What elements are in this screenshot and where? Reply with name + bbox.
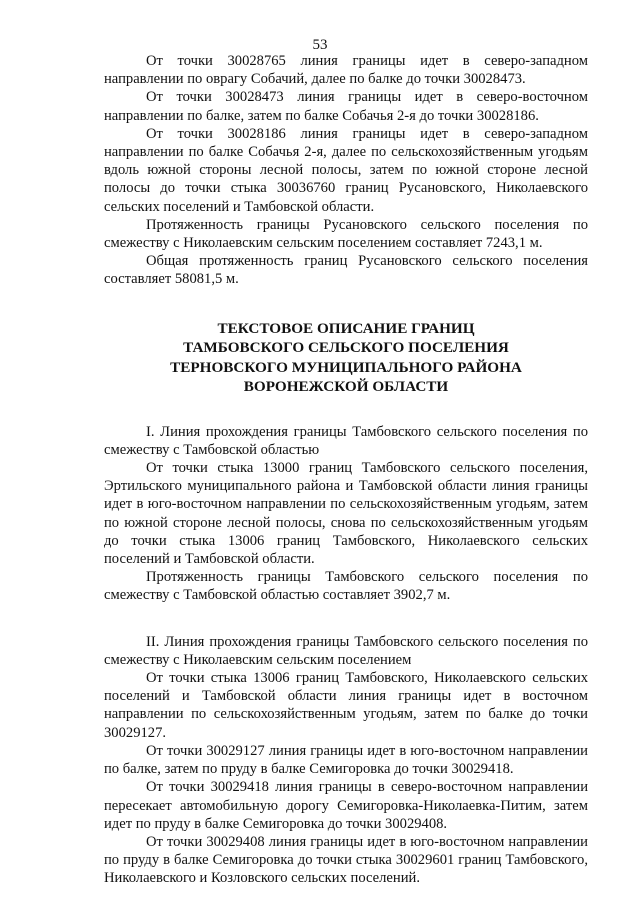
section-1-title: I. Линия прохождения границы Тамбовского сельского поселения по смежеству с Тамбовской областью: [104, 423, 588, 458]
heading-line: ВОРОНЕЖСКОЙ ОБЛАСТИ: [243, 378, 449, 396]
paragraph: От точки стыка 13000 границ Тамбовского сельского поселения, Эртильского муниципального района и Тамбовской области линия границы идет в юго-восточном направлении по сельскохозяйственным угодьям, затем по южной стороне лесной полосы, снова по сельскохозяйственным угодьям до точки стыка 13006 границ Тамбовского, Николаевского сельских поселений и Тамбовской области.: [104, 460, 588, 568]
heading-line: ТЕКСТОВОЕ ОПИСАНИЕ ГРАНИЦ: [217, 319, 475, 337]
page-number: 53: [312, 37, 328, 53]
paragraph: От точки 30029418 линия границы в северо-восточном направлении пересекает автомобильную дорогу Семигоровка-Николаевка-Питим, затем идет по пруду в балке Семигоровка до точки 30029408.: [104, 779, 588, 832]
paragraph: Протяженность границы Русановского сельского поселения по смежеству с Николаевским сельским поселением составляет 7243,1 м.: [104, 216, 588, 252]
paragraph: Общая протяженность границ Русановского сельского поселения составляет 58081,5 м.: [104, 253, 588, 288]
paragraph: От точки 30029408 линия границы идет в юго-восточном направлении по пруду в балке Семигоровка до точки стыка 30029601 границ Тамбовского, Николаевского и Козловского сельских поселений.: [104, 833, 588, 887]
paragraph: Протяженность границы Тамбовского сельского поселения по смежеству с Тамбовской областью составляет 3902,7 м.: [104, 569, 588, 604]
document-body: [104, 52, 588, 888]
spacer: [104, 605, 588, 633]
heading-line: ТЕРНОВСКОГО МУНИЦИПАЛЬНОГО РАЙОНА: [170, 358, 522, 376]
paragraph: От точки стыка 13006 границ Тамбовского, Николаевского сельских поселений и Тамбовской области линия границы идет в восточном направлении по сельскохозяйственным угодьям, затем по балке до точки 30029127.: [104, 670, 588, 741]
paragraph: От точки 30029127 линия границы идет в юго-восточном направлении по балке, затем по пруду в балке Семигоровка до точки 30029418.: [104, 742, 588, 778]
paragraph: От точки 30028473 линия границы идет в северо-восточном направлении по балке, затем по балке Собачья 2-я до точки 30028186.: [104, 89, 588, 124]
paragraph: От точки 30028765 линия границы идет в северо-западном направлении по оврагу Собачий, далее по балке до точки 30028473.: [104, 53, 588, 88]
section-2-title: II. Линия прохождения границы Тамбовского сельского поселения по смежеству с Николаевским сельским поселением: [104, 633, 588, 668]
paragraph: От точки 30028186 линия границы идет в северо-западном направлении по балке Собачья 2-я, далее по сельскохозяйственным угодьям вдоль южной стороны лесной полосы, затем по южной стороне лесной полосы до точки стыка 30036760 границ Русановского, Николаевского сельских поселений и Тамбовской области.: [104, 125, 588, 215]
heading-line: ТАМБОВСКОГО СЕЛЬСКОГО ПОСЕЛЕНИЯ: [183, 339, 509, 357]
section-heading: [104, 319, 588, 397]
